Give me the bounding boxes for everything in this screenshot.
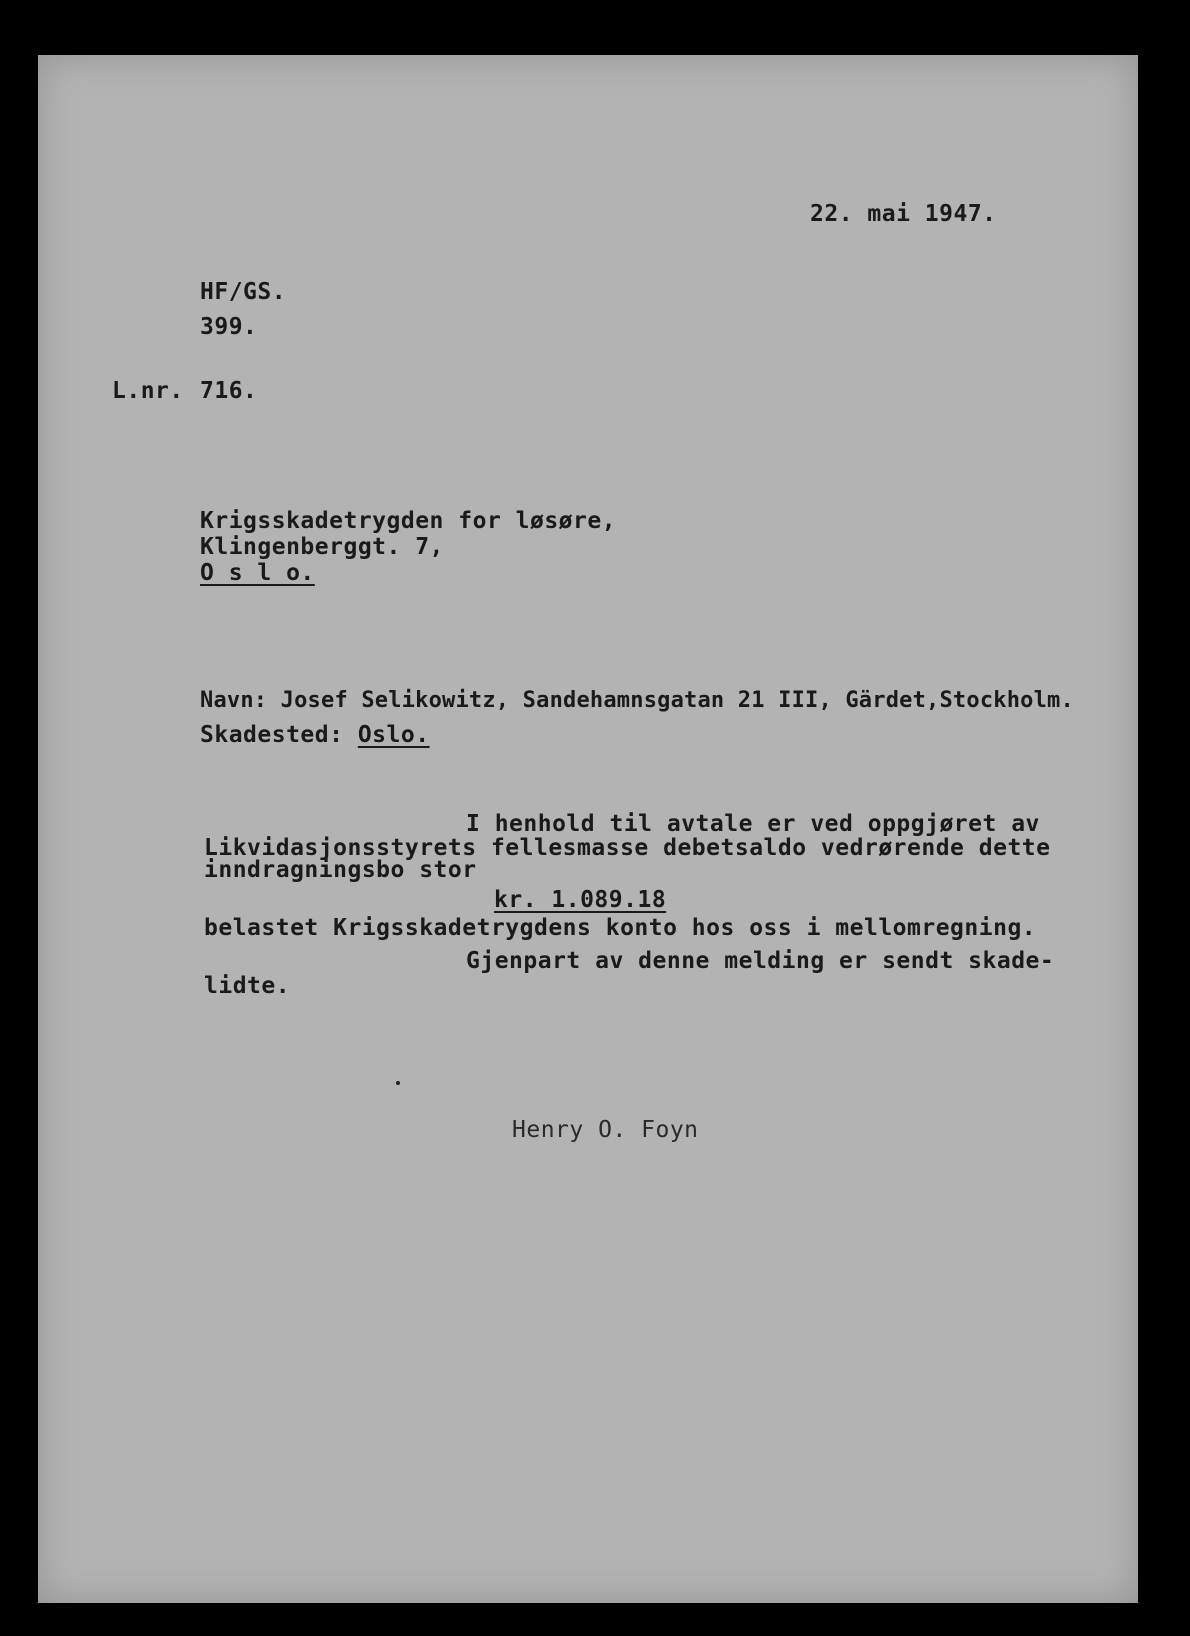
damage-place-value: Oslo. bbox=[357, 722, 430, 748]
body-line-3: inndragningsbo stor bbox=[204, 857, 477, 883]
recipient-street: Klingenberggt. 7, bbox=[200, 534, 444, 560]
body-line-2: Likvidasjonsstyrets fellesmasse debetsaldo vedrørende dette bbox=[204, 835, 1051, 861]
body-line-5: Gjenpart av denne melding er sendt skade- bbox=[466, 948, 1055, 974]
letter-number-value: 716. bbox=[200, 378, 258, 404]
reference-code: HF/GS. bbox=[200, 279, 287, 305]
damage-place-label: Skadested: bbox=[200, 722, 358, 748]
damage-place-line bbox=[200, 724, 430, 747]
signature-name: Henry O. Foyn bbox=[512, 1117, 699, 1143]
reference-number: 399. bbox=[200, 314, 258, 340]
recipient-name: Krigsskadetrygden for løsøre, bbox=[200, 508, 617, 534]
letter-date: 22. mai 1947. bbox=[810, 201, 997, 227]
subject-name-line: Navn: Josef Selikowitz, Sandehamnsgatan 21 III, Gärdet,Stockholm. bbox=[200, 688, 1074, 713]
ink-speck bbox=[396, 1081, 400, 1085]
body-line-1: I henhold til avtale er ved oppgjøret av bbox=[466, 811, 1040, 837]
body-line-6: lidte. bbox=[204, 973, 291, 999]
recipient-city: O s l o. bbox=[200, 560, 315, 586]
document-page bbox=[38, 55, 1138, 1603]
letter-number-label: L.nr. bbox=[112, 378, 184, 404]
amount: kr. 1.089.18 bbox=[494, 887, 667, 913]
body-line-4: belastet Krigsskadetrygdens konto hos oss i mellomregning. bbox=[204, 915, 1037, 941]
